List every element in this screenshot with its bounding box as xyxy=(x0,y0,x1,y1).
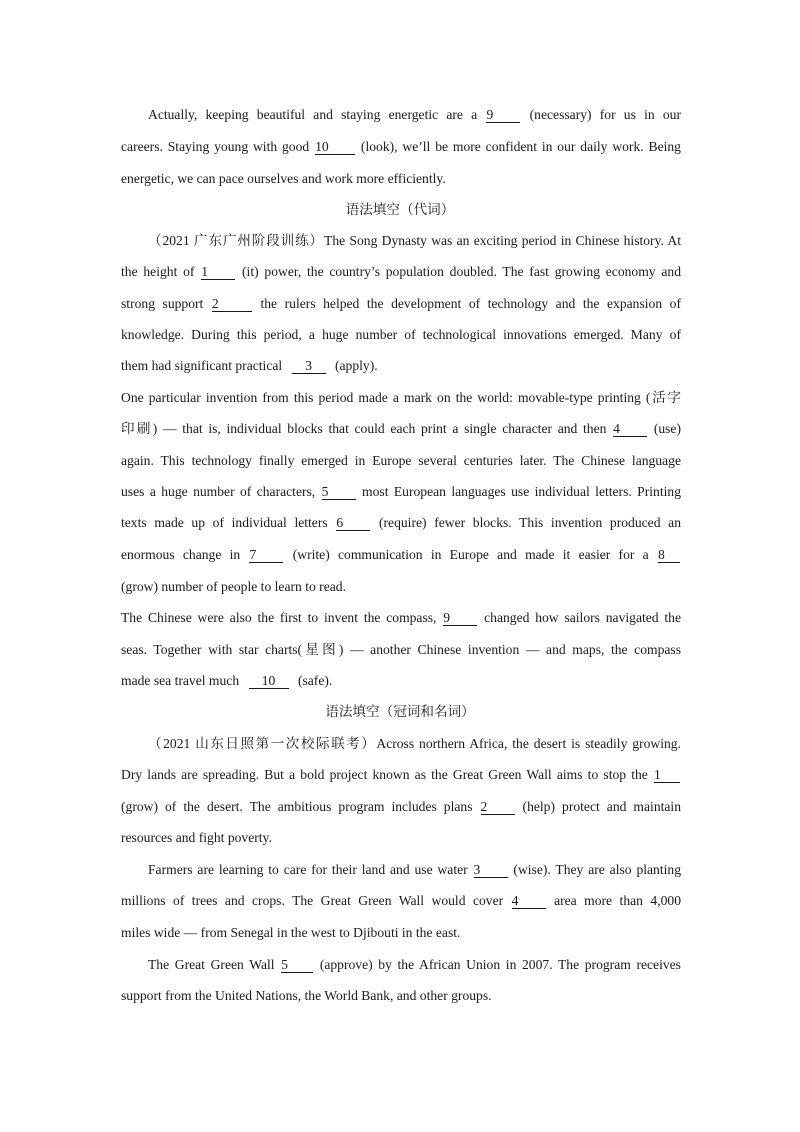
text: The Chinese were also the first to invent the compass, xyxy=(121,610,437,625)
text: (approve) by the African Union in 2007. The program receives xyxy=(319,957,681,972)
blank-7: 7 xyxy=(249,547,283,563)
text: the rulers helped the development of technology and the expansion of xyxy=(260,296,682,311)
blank-3: 3 xyxy=(474,862,508,878)
text: (safe). xyxy=(297,673,333,688)
article-line-6 xyxy=(121,892,681,910)
text: (require) fewer blocks. This invention produced an xyxy=(379,515,681,530)
text: them had significant practical xyxy=(121,358,283,373)
article-line-5 xyxy=(148,861,681,879)
text: (it) power, the country’s population doubled. The fast growing economy and xyxy=(242,264,682,279)
text: Actually, keeping beautiful and staying energetic are a xyxy=(148,107,478,122)
blank-10: 10 xyxy=(249,673,289,689)
intro-line-2 xyxy=(121,138,681,156)
blank-2: 2 xyxy=(212,296,252,312)
section-heading-pronoun: 语法填空（代词） xyxy=(345,202,455,217)
text: uses a huge number of characters, xyxy=(121,484,316,499)
text: (write) communication in Europe and made it easier for a xyxy=(292,547,649,562)
text: (look), we’ll be more confident in our daily work. Being xyxy=(360,139,681,154)
text: the height of xyxy=(121,264,195,279)
blank-4: 4 xyxy=(512,893,546,909)
text: (grow) of the desert. The ambitious program includes plans xyxy=(121,799,473,814)
pronoun-line-14: seas. Together with star charts(星图) — another Chinese invention — and maps, the compass xyxy=(121,642,681,657)
blank-5: 5 xyxy=(281,957,313,973)
text: (help) protect and maintain xyxy=(522,799,681,814)
text: The Great Green Wall xyxy=(148,957,275,972)
article-line-9: support from the United Nations, the World Bank, and other groups. xyxy=(121,988,492,1003)
article-line-4: resources and fight poverty. xyxy=(121,830,272,845)
pronoun-line-8: again. This technology finally emerged in Europe several centuries later. The Chinese language xyxy=(121,453,681,468)
pronoun-line-5 xyxy=(121,357,681,375)
text: area more than 4,000 xyxy=(554,893,682,908)
intro-line-3: energetic, we can pace ourselves and work more efficiently. xyxy=(121,171,446,186)
text: made sea travel much xyxy=(121,673,240,688)
pronoun-line-15 xyxy=(121,672,681,690)
section-heading-article-noun: 语法填空（冠词和名词） xyxy=(325,704,475,719)
text: careers. Staying young with good xyxy=(121,139,310,154)
text: 印刷) — that is, individual blocks that could each print a single character and then xyxy=(121,421,607,436)
pronoun-line-4: knowledge. During this period, a huge number of technological innovations emerged. Many of xyxy=(121,327,681,342)
pronoun-line-2 xyxy=(121,263,681,281)
pronoun-line-11 xyxy=(121,546,681,564)
blank-6: 6 xyxy=(336,515,370,531)
text: texts made up of individual letters xyxy=(121,515,328,530)
text: Dry lands are spreading. But a bold project known as the Great Green Wall aims to stop the xyxy=(121,767,648,782)
text: (wise). They are also planting xyxy=(513,862,681,877)
blank-4: 4 xyxy=(613,421,647,437)
blank-9: 9 xyxy=(443,610,477,626)
intro-line-1 xyxy=(148,106,681,124)
pronoun-line-1: （2021 广东广州阶段训练）The Song Dynasty was an exciting period in Chinese history. At xyxy=(148,233,682,248)
blank-8: 8 xyxy=(658,547,680,563)
blank-1: 1 xyxy=(201,264,235,280)
text: (use) xyxy=(653,421,681,436)
pronoun-line-6: One particular invention from this period made a mark on the world: movable-type printing (活字 xyxy=(121,390,681,405)
blank-10: 10 xyxy=(315,139,355,155)
blank-2: 2 xyxy=(481,799,515,815)
pronoun-line-10 xyxy=(121,514,681,532)
pronoun-line-3 xyxy=(121,295,681,313)
text: (necessary) for us in our xyxy=(529,107,682,122)
article-line-7: miles wide — from Senegal in the west to Djibouti in the east. xyxy=(121,925,461,940)
text: most European languages use individual letters. Printing xyxy=(362,484,681,499)
blank-9: 9 xyxy=(486,107,520,123)
pronoun-line-7 xyxy=(121,420,681,438)
text: (apply). xyxy=(335,358,378,373)
article-line-8 xyxy=(148,956,681,974)
text: strong support xyxy=(121,296,204,311)
blank-1: 1 xyxy=(654,767,680,783)
blank-3: 3 xyxy=(292,358,326,374)
text: Farmers are learning to care for their land and use water xyxy=(148,862,468,877)
article-line-1: （2021 山东日照第一次校际联考）Across northern Africa, the desert is steadily growing. xyxy=(148,736,681,751)
blank-5: 5 xyxy=(322,484,356,500)
text: millions of trees and crops. The Great Green Wall would cover xyxy=(121,893,504,908)
article-line-2 xyxy=(121,766,681,784)
pronoun-line-12: (grow) number of people to learn to read. xyxy=(121,579,346,594)
text: enormous change in xyxy=(121,547,241,562)
pronoun-line-13 xyxy=(121,609,681,627)
text: changed how sailors navigated the xyxy=(484,610,682,625)
article-line-3 xyxy=(121,798,681,816)
pronoun-line-9 xyxy=(121,483,681,501)
